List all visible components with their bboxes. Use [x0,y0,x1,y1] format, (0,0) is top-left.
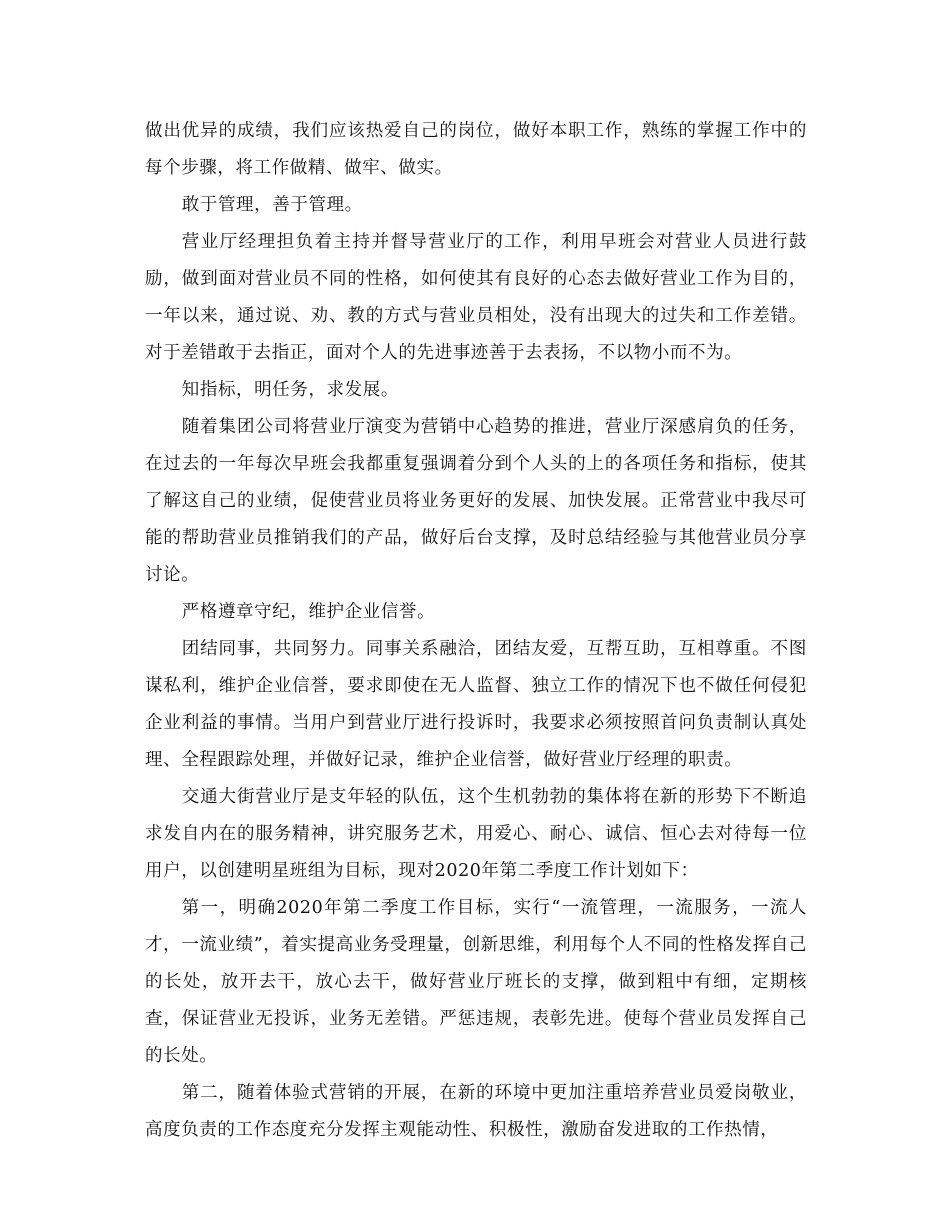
paragraph-plan-first: 第一，明确2020年第二季度工作目标，实行“一流管理，一流服务，一流人才，一流业绩”，着实提高业务受理量，创新思维，利用每个人不同的性格发挥自己的长处，放开去干，放心去干，做好营业厅班长的支撑，做到粗中有细，定期核查，保证营业无投诉，业务无差错。严惩违规，表彰先进。使每个营业员发挥自己的长处。 [145,898,807,1066]
document-body [145,113,807,1149]
heading-dare-to-manage: 敢于管理，善于管理。 [181,195,363,215]
paragraph-manager-duties: 营业厅经理担负着主持并督导营业厅的工作，利用早班会对营业人员进行鼓励，做到面对营业员不同的性格，如何使其有良好的心态去做好营业工作为目的，一年以来，通过说、劝、教的方式与营业员相处，没有出现大的过失和工作差错。对于差错敢于去指正，面对个人的先进事迹善于去表扬，不以物小而不为。 [145,232,807,363]
paragraph-team-intro: 交通大街营业厅是支年轻的队伍，这个生机勃勃的集体将在新的形势下不断追求发自内在的服务精神，讲究服务艺术，用爱心、耐心、诚信、恒心去对待每一位用户，以创建明星班组为目标，现对2020年第二季度工作计划如下： [145,787,807,881]
paragraph-continued: 做出优异的成绩，我们应该热爱自己的岗位，做好本职工作，熟练的掌握工作中的每个步骤，将工作做精、做牢、做实。 [145,121,807,178]
heading-discipline: 严格遵章守纪，维护企业信誉。 [181,602,436,622]
paragraph-plan-second: 第二，随着体验式营销的开展，在新的环境中更加注重培养营业员爱岗敬业，高度负责的工作态度充分发挥主观能动性、积极性，激励奋发进取的工作热情， [145,1083,807,1140]
heading-know-targets: 知指标，明任务，求发展。 [181,380,399,400]
paragraph-targets: 随着集团公司将营业厅演变为营销中心趋势的推进，营业厅深感肩负的任务，在过去的一年每次早班会我都重复强调着分到个人头的上的各项任务和指标，使其了解这自己的业绩，促使营业员将业务更好的发展、加快发展。正常营业中我尽可能的帮助营业员推销我们的产品，做好后台支撑，及时总结经验与其他营业员分享讨论。 [145,417,807,585]
paragraph-teamwork: 团结同事，共同努力。同事关系融洽，团结友爱，互帮互助，互相尊重。不图谋私利，维护企业信誉，要求即使在无人监督、独立工作的情况下也不做任何侵犯企业利益的事情。当用户到营业厅进行投诉时，我要求必须按照首问负责制认真处理、全程跟踪处理，并做好记录，维护企业信誉，做好营业厅经理的职责。 [145,639,807,770]
